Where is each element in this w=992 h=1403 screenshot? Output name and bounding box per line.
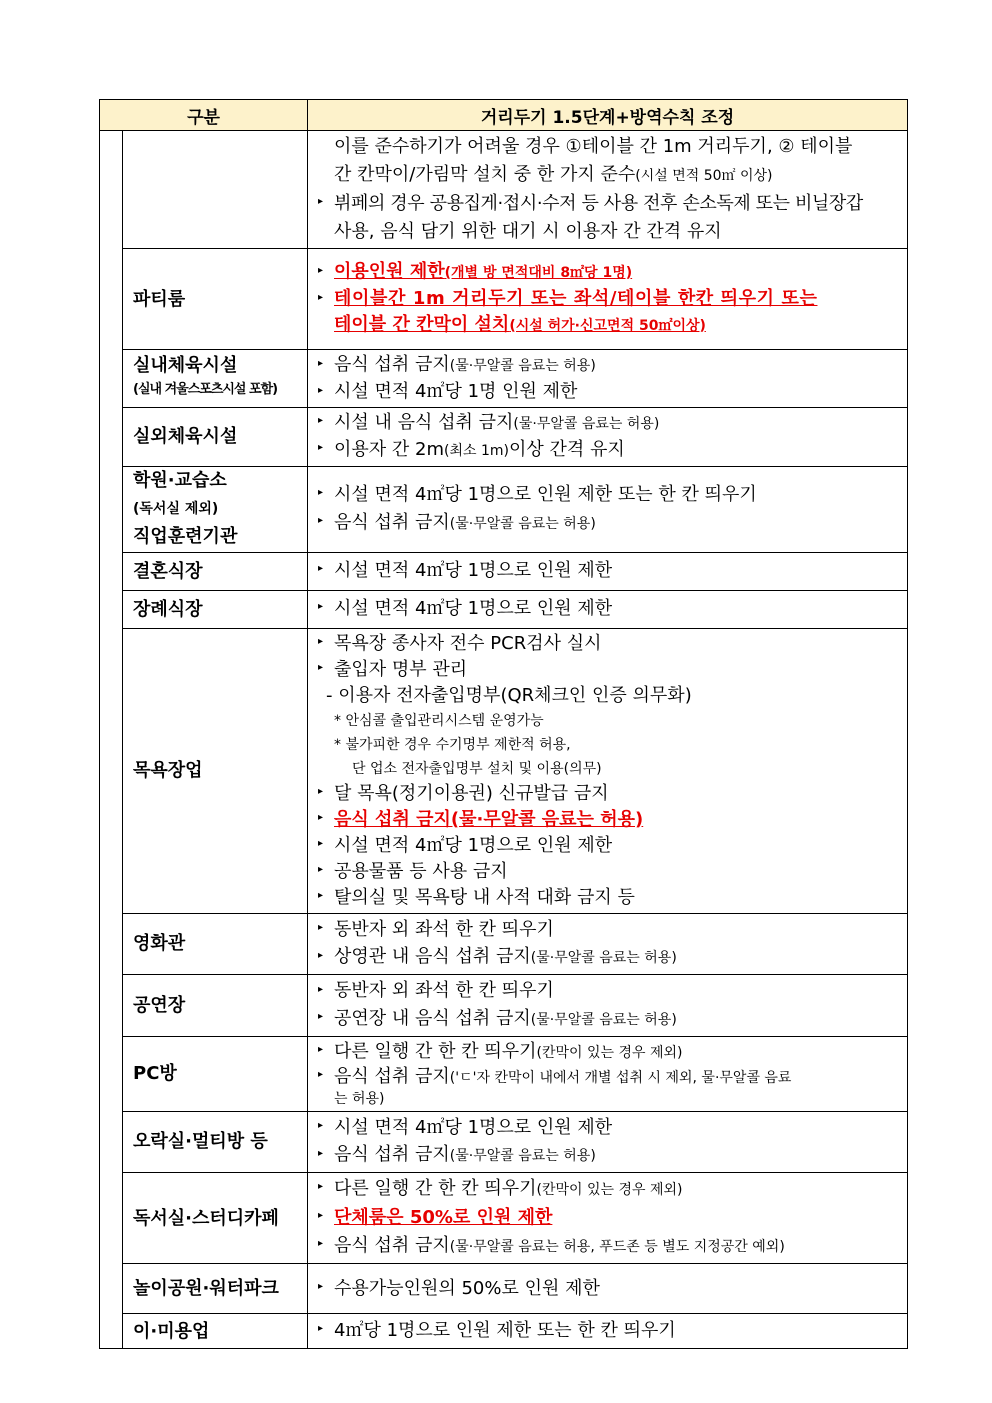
bullet-line: ▸ 동반자 외 좌석 한 칸 띄우기	[318, 977, 899, 1005]
header-category: 구분	[100, 100, 308, 131]
bullet-line: ▸ 음식 섭취 금지(물·무알콜 음료는 허용, 푸드존 등 별도 지정공간 예외)	[318, 1232, 899, 1261]
text-line: 는 허용)	[334, 1090, 385, 1107]
category-cell-empty	[123, 131, 308, 249]
note-line: * 안심콜 출입관리시스템 운영가능	[334, 712, 544, 729]
bullet-icon: ▸	[318, 889, 324, 901]
content-cell	[308, 1173, 908, 1264]
bullet-icon: ▸	[318, 264, 324, 276]
bullet-line: ▸ 시설 면적 4㎡당 1명으로 인원 제한	[318, 596, 899, 622]
content-cell	[308, 249, 908, 350]
category-label: 장례식장	[123, 590, 308, 628]
bullet-line: ▸ 뷔페의 경우 공용집게·접시·수저 등 사용 전후 손소독제 또는 비닐장갑	[318, 190, 899, 218]
bullet-icon: ▸	[318, 922, 324, 933]
bullet-icon: ▸	[318, 514, 324, 526]
text-line: 이를 준수하기가 어려울 경우 ①테이블 간 1m 거리두기, ② 테이블	[334, 136, 853, 157]
category-label: 독서실·스터디카페	[123, 1173, 308, 1264]
bullet-icon: ▸	[318, 1181, 324, 1192]
bullet-icon: ▸	[318, 1044, 324, 1055]
bullet-icon: ▸	[318, 1147, 324, 1159]
bullet-line: ▸ 음식 섭취 금지(물·무알콜 음료는 허용)	[318, 509, 899, 538]
bullet-icon: ▸	[318, 811, 324, 823]
category-label: 결혼식장	[123, 552, 308, 590]
table-row-wedding-hall	[100, 552, 908, 590]
bullet-icon: ▸	[318, 384, 324, 396]
bullet-icon: ▸	[318, 983, 324, 995]
bullet-line: ▸ 공용물품 등 사용 금지	[318, 859, 899, 885]
table-row-amusement-park	[100, 1264, 908, 1314]
bullet-line: ▸ 수용가능인원의 50%로 인원 제한	[318, 1276, 899, 1302]
bullet-line: ▸ 음식 섭취 금지(물·무알콜 음료는 허용)	[318, 1141, 899, 1170]
bullet-icon: ▸	[318, 1280, 324, 1292]
table-row-pc-room	[100, 1036, 908, 1111]
bullet-line: ▸ 테이블간 1m 거리두기 또는 좌석/테이블 한칸 띄우기 또는	[318, 286, 899, 312]
bullet-icon: ▸	[318, 863, 324, 875]
category-label: 실내체육시설 (실내 겨울스포츠시설 포함)	[123, 350, 308, 408]
bullet-line: ▸ 4㎡당 1명으로 인원 제한 또는 한 칸 띄우기	[318, 1318, 899, 1344]
bullet-icon: ▸	[318, 785, 324, 797]
bullet-icon: ▸	[318, 1011, 324, 1022]
bullet-line: ▸ 공연장 내 음식 섭취 금지(물·무알콜 음료는 허용)	[318, 1005, 899, 1034]
bullet-icon: ▸	[318, 661, 324, 673]
content-cell	[308, 131, 908, 249]
bullet-icon: ▸	[318, 1120, 324, 1131]
table-row	[100, 131, 908, 249]
content-cell	[308, 1314, 908, 1349]
table-row-party-room	[100, 249, 908, 350]
text-line: 간 칸막이/가림막 설치 중 한 가지 준수(시설 면적 50㎡ 이상)	[334, 164, 773, 185]
table-row-arcade	[100, 1111, 908, 1173]
text-line: 사용, 음식 담기 위한 대기 시 이용자 간 간격 유지	[334, 221, 722, 242]
category-label: 파티룸	[123, 249, 308, 350]
bullet-line: ▸ 동반자 외 좌석 한 칸 띄우기	[318, 916, 899, 944]
bullet-icon: ▸	[318, 357, 324, 369]
content-cell	[308, 466, 908, 552]
bullet-line: ▸ 시설 면적 4㎡당 1명으로 인원 제한	[318, 558, 899, 584]
table-header-row	[100, 100, 908, 131]
content-cell	[308, 1111, 908, 1173]
table-row-study-cafe	[100, 1173, 908, 1264]
content-cell	[308, 552, 908, 590]
bullet-line: ▸ 음식 섭취 금지('ㄷ'자 칸막이 내에서 개별 섭취 시 제외, 물·무알콜 음료	[318, 1065, 899, 1090]
bullet-line: ▸ 달 목욕(정기이용권) 신규발급 금지	[318, 781, 899, 807]
bullet-line: ▸ 단체룸은 50%로 인원 제한	[318, 1204, 899, 1232]
bullet-line: ▸ 시설 면적 4㎡당 1명으로 인원 제한	[318, 1114, 899, 1142]
table-row-outdoor-sports	[100, 407, 908, 466]
bullet-line: ▸ 시설 면적 4㎡당 1명 인원 제한	[318, 379, 899, 405]
bullet-line: ▸ 이용인원 제한(개별 방 면적대비 8㎡당 1명)	[318, 259, 899, 286]
bullet-icon: ▸	[318, 635, 324, 647]
bullet-line: ▸ 음식 섭취 금지(물·무알콜 음료는 허용)	[318, 807, 899, 833]
category-label: 목욕장업	[123, 628, 308, 913]
left-margin-column	[100, 131, 123, 1349]
content-cell	[308, 1036, 908, 1111]
bullet-line: ▸ 시설 내 음식 섭취 금지(물·무알콜 음료는 허용)	[318, 410, 899, 437]
bullet-icon: ▸	[318, 1323, 324, 1334]
content-cell	[308, 628, 908, 913]
bullet-icon: ▸	[318, 196, 324, 207]
regulation-table	[99, 99, 908, 1349]
bullet-icon: ▸	[318, 1210, 324, 1221]
bullet-line: ▸ 목욕장 종사자 전수 PCR검사 실시	[318, 631, 899, 657]
note-line: * 불가피한 경우 수기명부 제한적 허용,	[334, 736, 571, 753]
bullet-icon: ▸	[318, 949, 324, 961]
category-label: PC방	[123, 1036, 308, 1111]
bullet-icon: ▸	[318, 486, 324, 498]
content-cell	[308, 590, 908, 628]
bullet-icon: ▸	[318, 415, 324, 426]
category-label: 오락실·멀티방 등	[123, 1111, 308, 1173]
bullet-line: ▸ 시설 면적 4㎡당 1명으로 인원 제한	[318, 833, 899, 859]
content-cell	[308, 350, 908, 408]
bullet-line: ▸ 음식 섭취 금지(물·무알콜 음료는 허용)	[318, 352, 899, 379]
bullet-line: ▸ 이용자 간 2m(최소 1m)이상 간격 유지	[318, 437, 899, 464]
table-row-funeral-hall	[100, 590, 908, 628]
table-row-cinema	[100, 913, 908, 975]
bullet-line: ▸ 다른 일행 간 한 칸 띄우기(칸막이 있는 경우 제외)	[318, 1040, 899, 1065]
category-label: 놀이공원·워터파크	[123, 1264, 308, 1314]
text-line: 테이블 간 칸막이 설치(시설 허가·신고면적 50㎡이상)	[334, 313, 706, 335]
bullet-icon: ▸	[318, 291, 324, 303]
note-line: 단 업소 전자출입명부 설치 및 이용(의무)	[352, 760, 602, 777]
bullet-line: ▸ 출입자 명부 관리	[318, 657, 899, 683]
table-row-indoor-sports	[100, 350, 908, 408]
bullet-icon: ▸	[318, 1238, 324, 1249]
bullet-line: ▸ 다른 일행 간 한 칸 띄우기(칸막이 있는 경우 제외)	[318, 1175, 899, 1204]
bullet-icon: ▸	[318, 837, 324, 849]
table-row-barber	[100, 1314, 908, 1349]
bullet-line: ▸ 상영관 내 음식 섭취 금지(물·무알콜 음료는 허용)	[318, 943, 899, 972]
content-cell	[308, 975, 908, 1037]
header-measures: 거리두기 1.5단계+방역수칙 조정	[308, 100, 908, 131]
bullet-icon: ▸	[318, 1069, 324, 1080]
bullet-line: ▸ 탈의실 및 목욕탕 내 사적 대화 금지 등	[318, 885, 899, 911]
bullet-icon: ▸	[318, 563, 324, 574]
table-row-bathhouse	[100, 628, 908, 913]
bullet-line: ▸ 시설 면적 4㎡당 1명으로 인원 제한 또는 한 칸 띄우기	[318, 481, 899, 509]
bullet-icon: ▸	[318, 601, 324, 612]
content-cell	[308, 407, 908, 466]
category-label: 이·미용업	[123, 1314, 308, 1349]
content-cell	[308, 1264, 908, 1314]
category-label: 공연장	[123, 975, 308, 1037]
table-row-theater	[100, 975, 908, 1037]
bullet-icon: ▸	[318, 442, 324, 453]
table-row-academy	[100, 466, 908, 552]
category-label: 영화관	[123, 913, 308, 975]
category-label: 실외체육시설	[123, 407, 308, 466]
dash-line: - 이용자 전자출입명부(QR체크인 인증 의무화)	[326, 684, 692, 706]
content-cell	[308, 913, 908, 975]
category-label: 학원·교습소 (독서실 제외) 직업훈련기관	[123, 466, 308, 552]
